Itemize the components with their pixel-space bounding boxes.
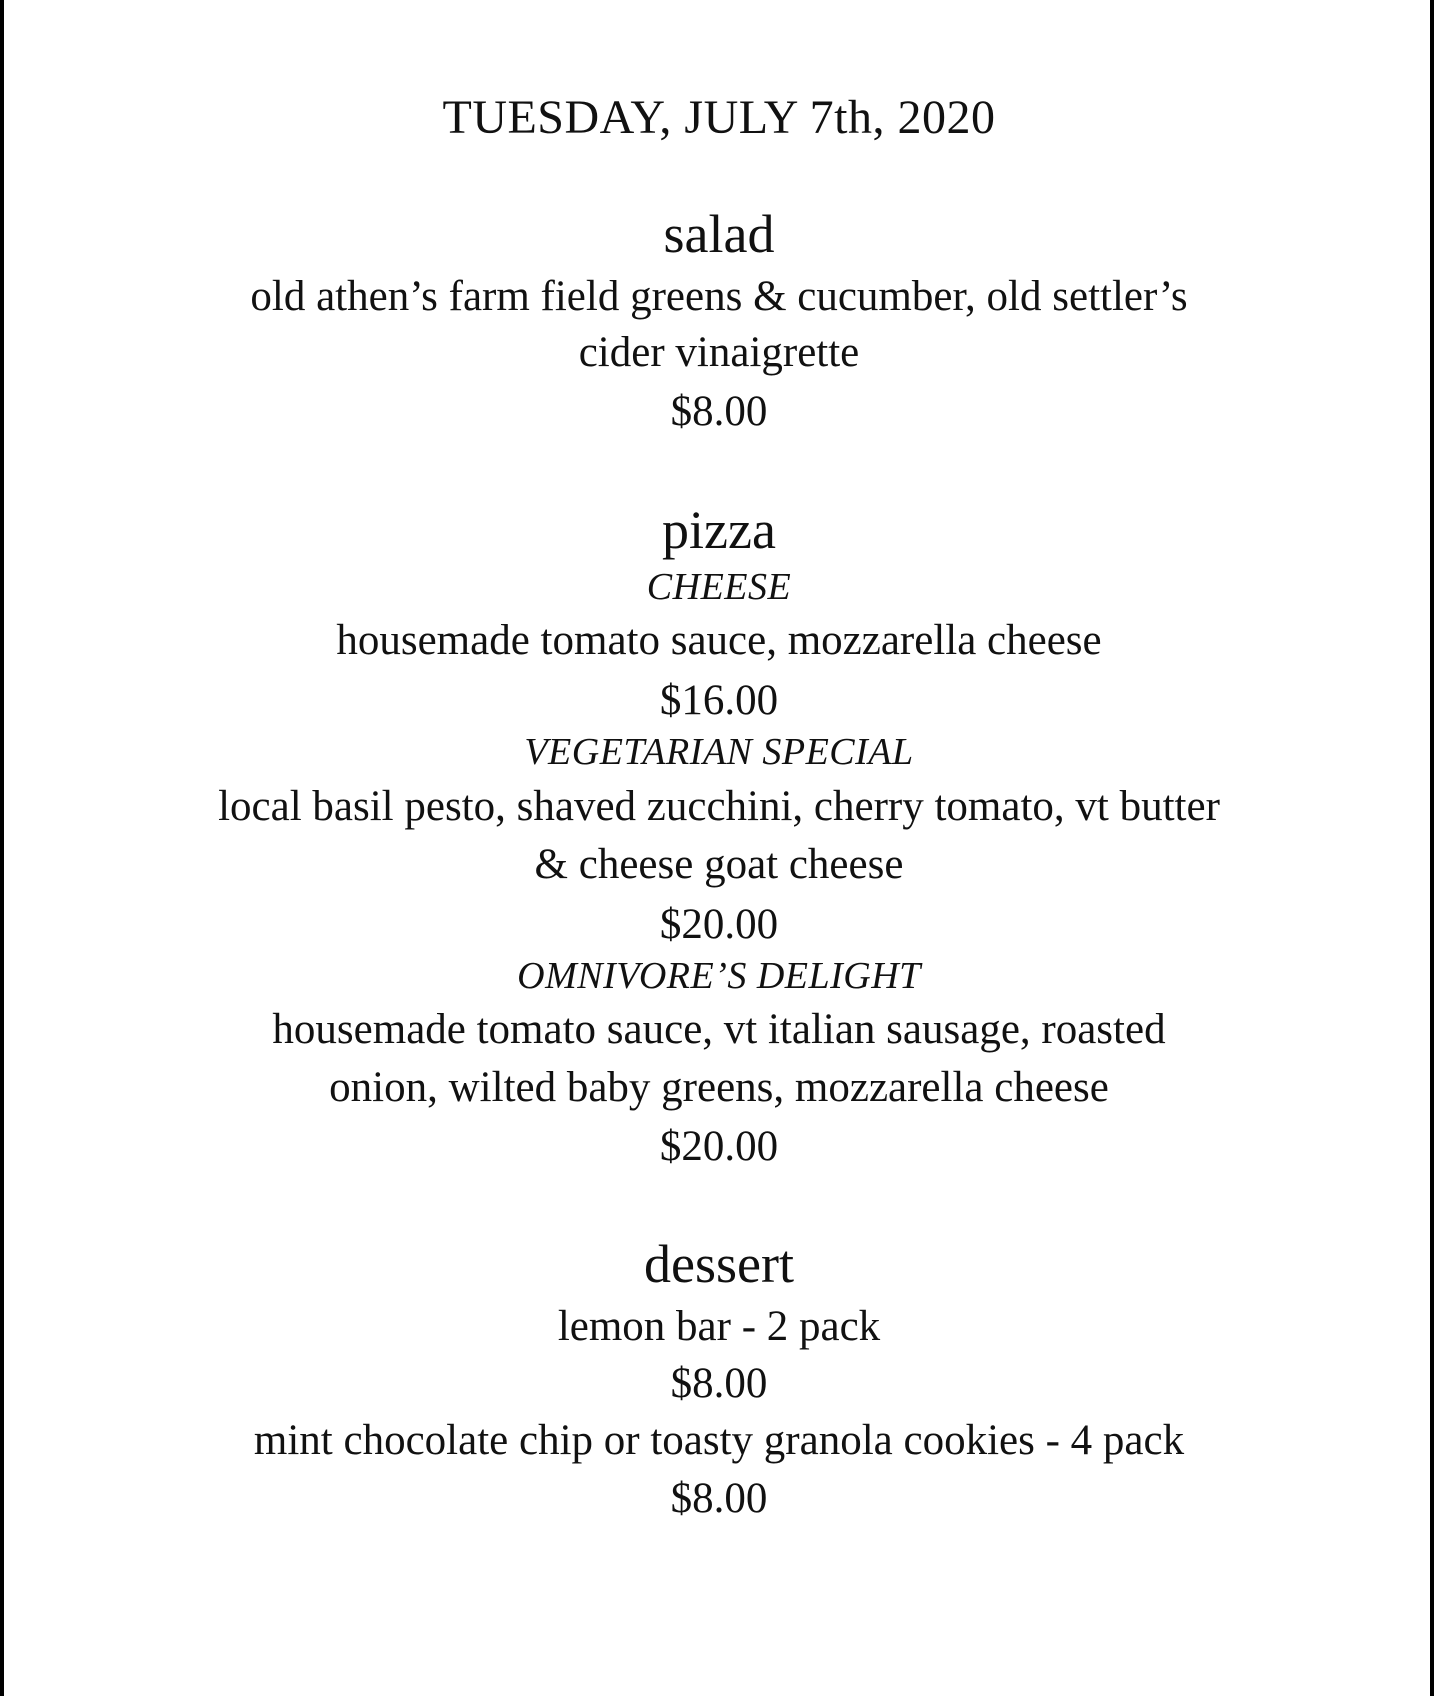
menu-page (4, 0, 1430, 1696)
item-description-line: old athen’s farm field greens & cucumber, old settler’s (250, 273, 1188, 320)
item-description-line: lemon bar - 2 pack (557, 1303, 881, 1350)
item-description-line: onion, wilted baby greens, mozzarella cheese (329, 1064, 1109, 1111)
item-description-line: local basil pesto, shaved zucchini, cherry tomato, vt butter (218, 783, 1220, 830)
item-description-line: mint chocolate chip or toasty granola cookies - 4 pack (253, 1417, 1185, 1464)
item-price: $20.00 (659, 901, 779, 948)
section-heading-dessert: dessert (644, 1234, 794, 1294)
section-heading-pizza: pizza (662, 500, 776, 560)
item-description-line: housemade tomato sauce, vt italian sausage, roasted (272, 1006, 1166, 1053)
menu-date: TUESDAY, JULY 7th, 2020 (442, 91, 996, 144)
item-name: OMNIVORE’S DELIGHT (517, 955, 921, 997)
item-description-line: housemade tomato sauce, mozzarella cheese (336, 617, 1102, 664)
item-name: VEGETARIAN SPECIAL (524, 731, 914, 773)
item-price: $8.00 (670, 1360, 768, 1407)
item-description-line: cider vinaigrette (578, 329, 860, 376)
item-description-line: & cheese goat cheese (534, 841, 904, 888)
item-price: $16.00 (659, 677, 779, 724)
item-price: $8.00 (670, 388, 768, 435)
section-heading-salad: salad (663, 204, 775, 264)
item-name: CHEESE (646, 566, 792, 608)
item-price: $20.00 (659, 1123, 779, 1170)
item-price: $8.00 (670, 1475, 768, 1522)
